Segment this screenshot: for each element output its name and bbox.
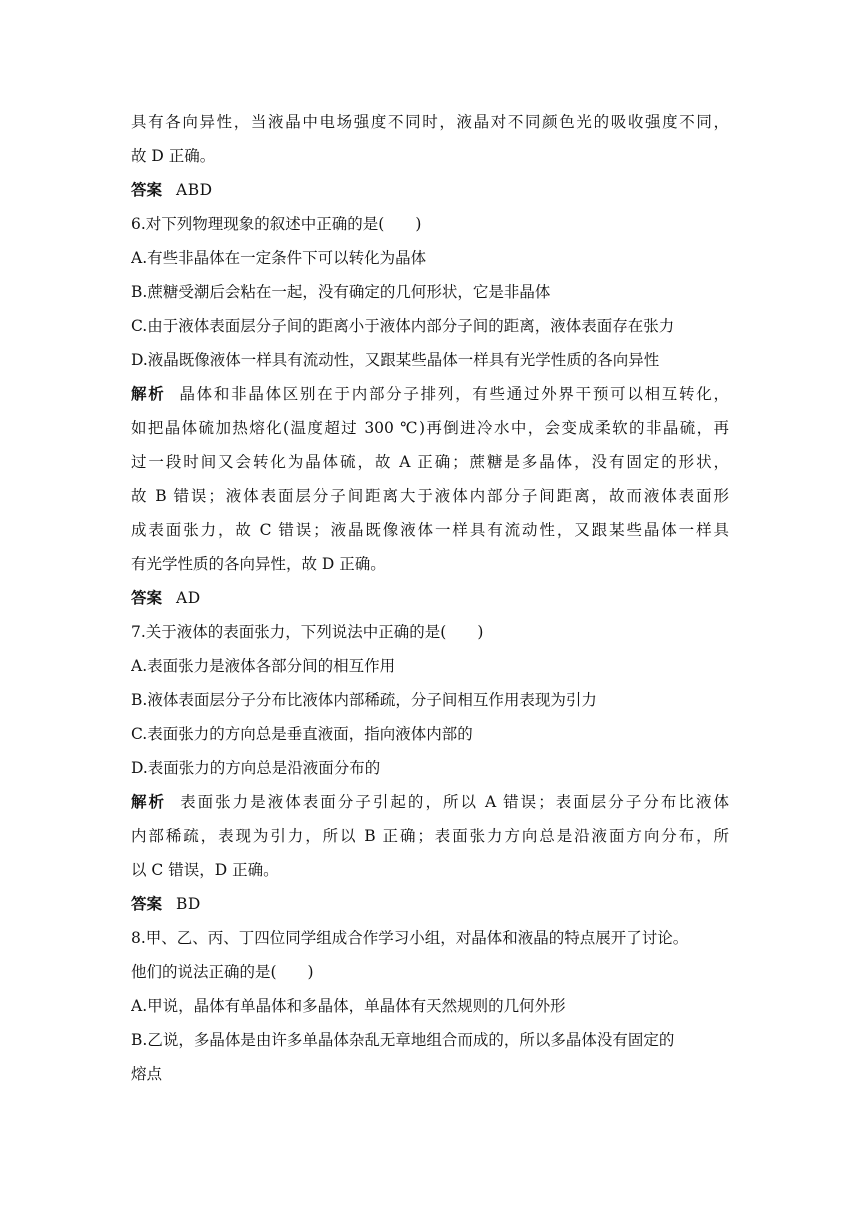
question-7-analysis-line-2: 内部稀疏，表现为引力，所以 B 正确；表面张力方向总是沿液面方向分布，所 [131,827,729,845]
analysis-text: 晶体和非晶体区别在于内部分子排列，有些通过外界干预可以相互转化， [179,385,729,403]
question-6-option-c: C.由于液体表面层分子间的距离小于液体内部分子间的距离，液体表面存在张力 [131,317,675,335]
question-8-stem-line-2: 他们的说法正确的是( ) [131,963,314,981]
analysis-continuation-line-1: 具有各向异性，当液晶中电场强度不同时，液晶对不同颜色光的吸收强度不同， [131,113,729,131]
question-8-stem-line-1: 8.甲、乙、丙、丁四位同学组成合作学习小组，对晶体和液晶的特点展开了讨论。 [131,929,689,947]
answer-label: 答案 [131,589,163,607]
answer-value: ABD [176,181,213,199]
question-7-option-a: A.表面张力是液体各部分间的相互作用 [131,657,396,675]
answer-6 [131,587,729,609]
answer-value: BD [176,895,201,913]
answer-label: 答案 [131,181,163,199]
answer-7 [131,893,729,915]
question-8-option-a: A.甲说，晶体有单晶体和多晶体，单晶体有天然规则的几何外形 [131,997,566,1015]
question-7-option-d: D.表面张力的方向总是沿液面分布的 [131,759,381,777]
analysis-label: 解析 [131,793,167,811]
question-6-stem: 6.对下列物理现象的叙述中正确的是( ) [131,215,422,233]
question-7-analysis-line-3: 以 C 错误，D 正确。 [131,861,279,879]
question-6-analysis-line-6: 有光学性质的各向异性，故 D 正确。 [131,555,386,573]
question-7-option-c: C.表面张力的方向总是垂直液面，指向液体内部的 [131,725,473,743]
answer-label: 答案 [131,895,163,913]
question-7-stem: 7.关于液体的表面张力，下列说法中正确的是( ) [131,623,484,641]
question-6-analysis-line-4: 故 B 错误；液体表面层分子间距离大于液体内部分子间距离，故而液体表面形 [131,487,729,505]
question-6-option-d: D.液晶既像液体一样具有流动性，又跟某些晶体一样具有光学性质的各向异性 [131,351,660,369]
question-8-option-b-line-1: B.乙说，多晶体是由许多单晶体杂乱无章地组合而成的，所以多晶体没有固定的 [131,1031,675,1049]
question-8-option-b-line-2: 熔点 [131,1065,163,1083]
question-7-analysis-line-1 [131,791,729,813]
answer-5 [131,179,729,201]
question-6-analysis-line-2: 如把晶体硫加热熔化(温度超过 300 ℃)再倒进冷水中，会变成柔软的非晶硫，再 [131,419,729,437]
question-6-analysis-line-5: 成表面张力，故 C 错误；液晶既像液体一样具有流动性，又跟某些晶体一样具 [131,521,729,539]
analysis-label: 解析 [131,385,166,403]
question-6-option-a: A.有些非晶体在一定条件下可以转化为晶体 [131,249,427,267]
question-6-analysis-line-1 [131,383,729,405]
analysis-text: 表面张力是液体表面分子引起的，所以 A 错误；表面层分子分布比液体 [180,793,729,811]
answer-value: AD [176,589,201,607]
analysis-continuation-line-2: 故 D 正确。 [131,147,216,165]
question-6-analysis-line-3: 过一段时间又会转化为晶体硫，故 A 正确；蔗糖是多晶体，没有固定的形状， [131,453,729,471]
question-6-option-b: B.蔗糖受潮后会粘在一起，没有确定的几何形状，它是非晶体 [131,283,551,301]
question-7-option-b: B.液体表面层分子分布比液体内部稀疏，分子间相互作用表现为引力 [131,691,597,709]
